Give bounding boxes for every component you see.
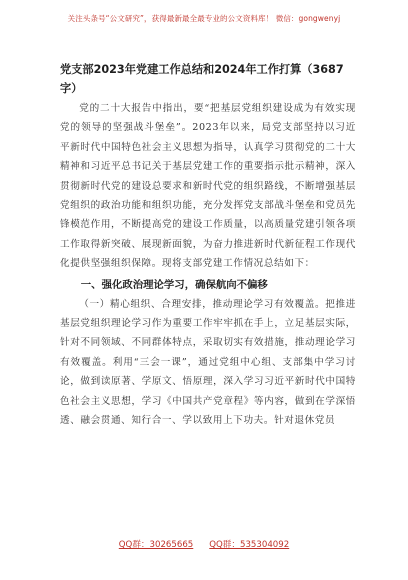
intro-paragraph: 党的二十大报告中指出，要“把基层党组织建设成为有效实现党的领导的坚强战斗堡垒”。2023年以来，局党支部坚持以习近平新时代中国特色社会主义思想为指导，认真学习贯彻党的二十大精神和习近平总书记关于基层党建工作的重要指示批示精神，深入贯彻新时代党的建设总要求和新时代党的组织路线，不断增强基层党组织的政治功能和组织功能，充分发挥党支部战斗堡垒和党员先锋模范作用，不断提高党的建设工作质量，以高质量党建引领各项工作取得新突破、展现新面貌，为奋力推进新时代新征程工作现代化提供坚强组织保障。现将支部党建工作情况总结如下：	[60, 103, 356, 270]
footer-qq-group-2: QQ群：535304092	[209, 540, 290, 550]
section-paragraph: （一）精心组织、合理安排，推动理论学习有效覆盖。把推进基层党组织理论学习作为重要工作牢牢抓在手上，立足基层实际，针对不同领域、不同群体特点，采取切实有效措施，推动理论学习有效覆盖。利用“三会一课”，通过党组中心组、支部集中学习讨论，做到读原著、学原文、悟原理，深入学习习近平新时代中国特色社会主义思想，学习《中国共产党章程》等内容，做到在学深悟透、融会贯通、知行合一、学以致用上下功夫。针对退休党员	[60, 298, 356, 427]
footer-qq-group-1: QQ群：30265665	[118, 540, 194, 550]
header-banner: 关注头条号“公文研究”，获得最新最全最专业的公文资料库！ 微信：gongwenyj	[67, 14, 341, 23]
document-body	[60, 60, 356, 431]
document-title: 党支部2023年党建工作总结和2024年工作打算（3687字）	[60, 63, 344, 95]
section-heading: 一、强化政治理论学习，确保航向不偏移	[80, 278, 268, 291]
footer-contacts	[0, 538, 408, 550]
